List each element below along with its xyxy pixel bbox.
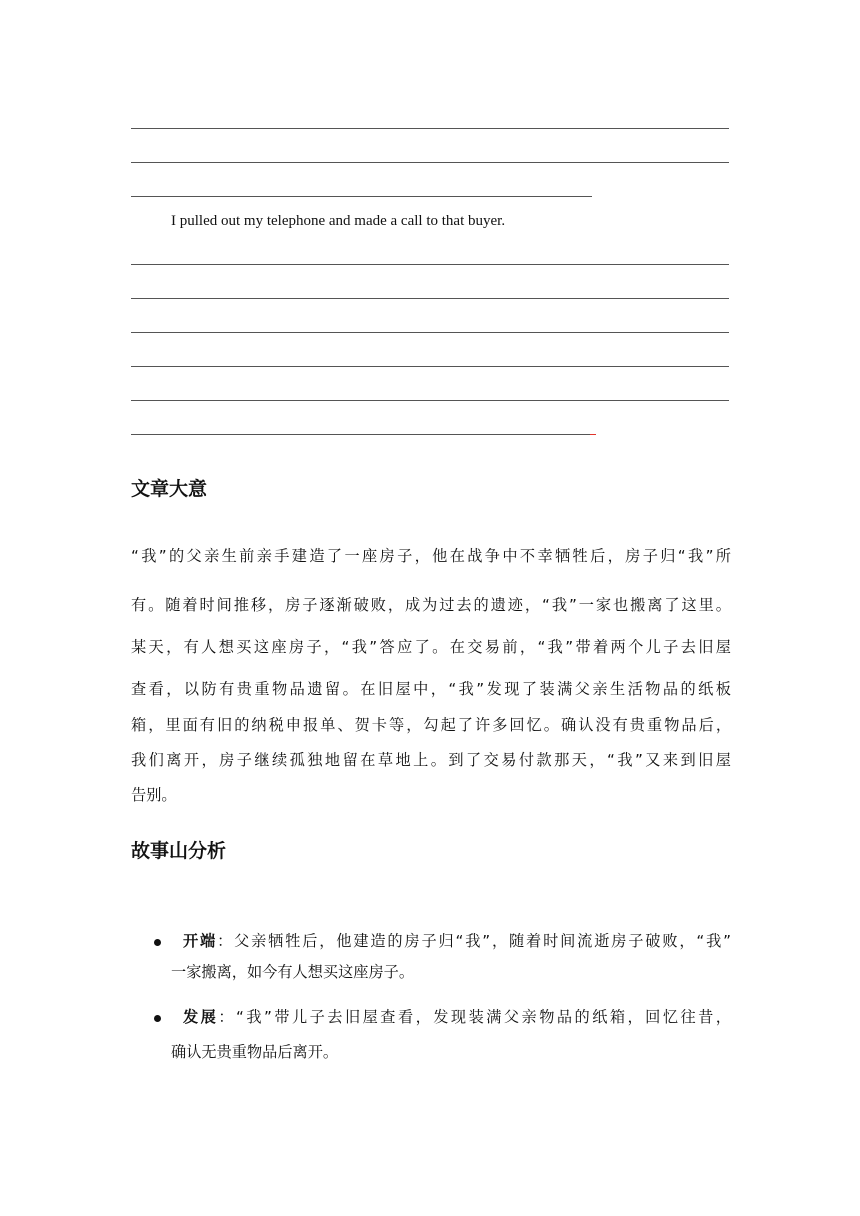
analysis-item-line — [183, 930, 731, 952]
prompt-sentence: I pulled out my telephone and made a call to that buyer. — [171, 213, 506, 229]
writing-line[interactable] — [131, 366, 729, 367]
analysis-item-text: ：父亲牺牲后，他建造的房子归“我”，随着时间流逝房子破败，“我” — [217, 932, 732, 950]
summary-line: 有。随着时间推移，房子逐渐破败，成为过去的遗迹，“我”一家也搬离了这里。 — [131, 596, 731, 614]
writing-line[interactable] — [131, 298, 729, 299]
cursor-mark — [590, 434, 596, 435]
writing-line[interactable] — [131, 196, 592, 197]
bullet-icon — [154, 1015, 161, 1022]
summary-heading: 文章大意 — [131, 478, 208, 500]
summary-line: 某天，有人想买这座房子，“我”答应了。在交易前，“我”带着两个儿子去旧屋 — [131, 638, 731, 656]
summary-line: 箱，里面有旧的纳税申报单、贺卡等，勾起了许多回忆。确认没有贵重物品后， — [131, 716, 731, 734]
analysis-item-line — [183, 1006, 731, 1028]
writing-line[interactable] — [131, 332, 729, 333]
writing-line[interactable] — [131, 264, 729, 265]
writing-line[interactable] — [131, 128, 729, 129]
summary-line: 查看，以防有贵重物品遗留。在旧屋中，“我”发现了装满父亲生活物品的纸板 — [131, 680, 731, 698]
analysis-item-label: 发展 — [183, 1008, 219, 1026]
summary-line: “我”的父亲生前亲手建造了一座房子，他在战争中不幸牺牲后，房子归“我”所 — [131, 547, 731, 565]
writing-line[interactable] — [131, 400, 729, 401]
analysis-item-text: ：“我”带儿子去旧屋查看，发现装满父亲物品的纸箱，回忆往昔， — [218, 1008, 731, 1026]
summary-line: 告别。 — [131, 786, 177, 804]
analysis-item-line: 一家搬离，如今有人想买这座房子。 — [171, 963, 414, 981]
bullet-icon — [154, 939, 161, 946]
writing-line[interactable] — [131, 434, 592, 435]
analysis-item-line: 确认无贵重物品后离开。 — [171, 1043, 339, 1061]
writing-line[interactable] — [131, 162, 729, 163]
summary-line: 我们离开，房子继续孤独地留在草地上。到了交易付款那天，“我”又来到旧屋 — [131, 751, 731, 769]
analysis-item-label: 开端 — [183, 932, 218, 950]
analysis-heading: 故事山分析 — [131, 840, 227, 862]
